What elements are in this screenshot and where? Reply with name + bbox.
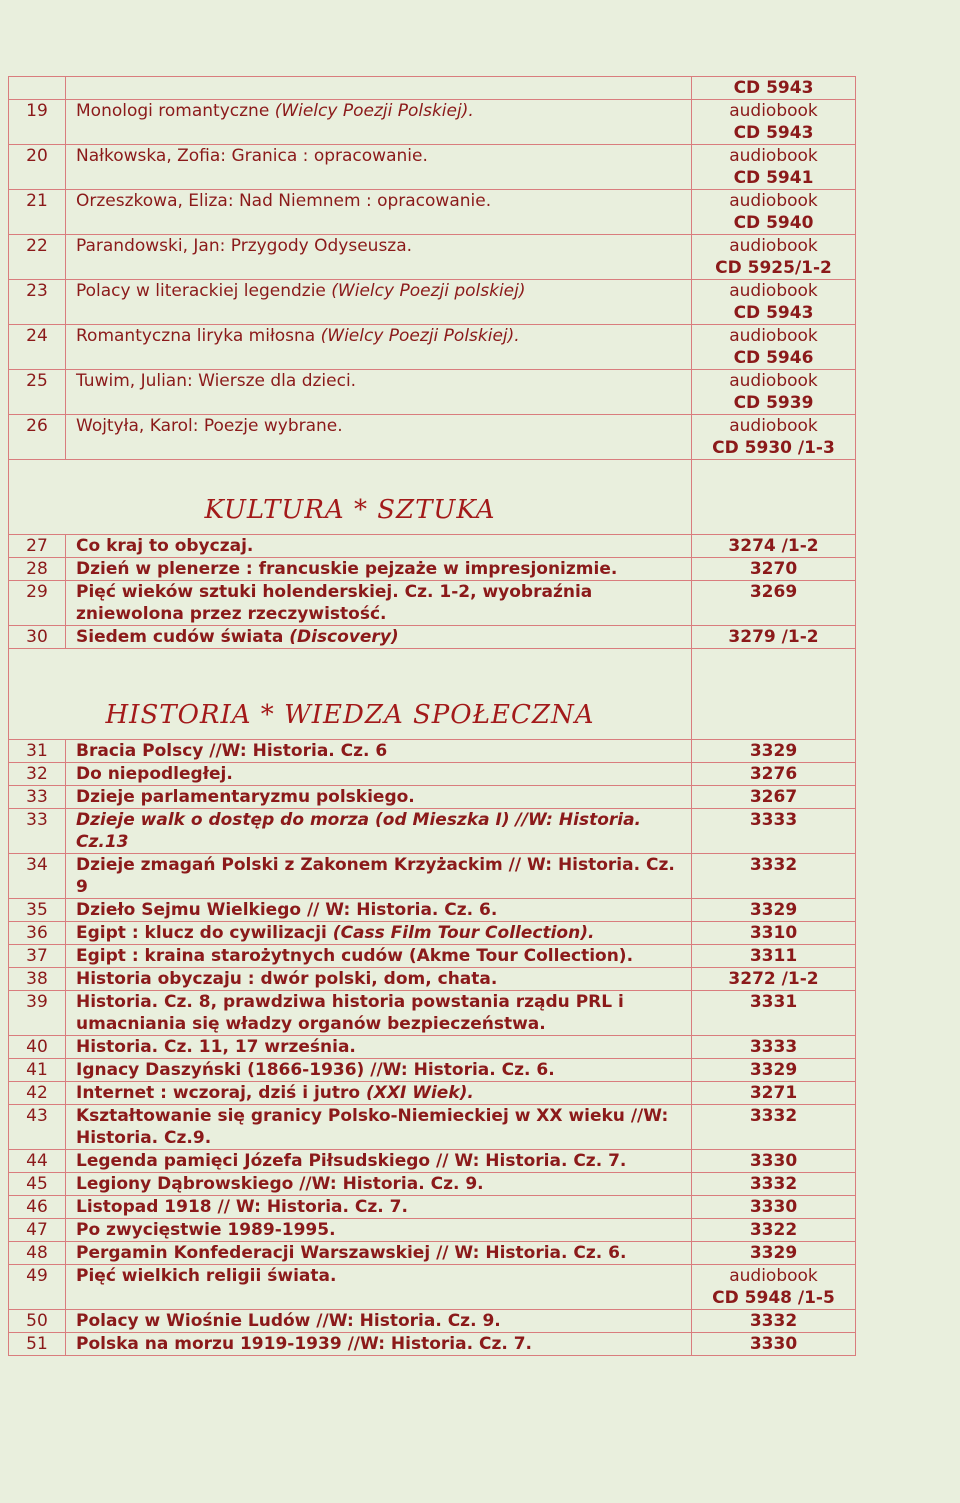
title-text: Egipt : kraina starożytnych cudów (Akme Tour Collection). bbox=[76, 946, 634, 966]
number-text: 40 bbox=[26, 1037, 48, 1057]
number-text: 35 bbox=[26, 900, 48, 920]
row-code bbox=[692, 786, 856, 809]
row-number bbox=[9, 809, 66, 854]
title-text: Legenda pamięci Józefa Piłsudskiego // W: Historia. Cz. 7. bbox=[76, 1151, 627, 1171]
code-text: 3329 bbox=[749, 1060, 798, 1080]
audiobook-label: audiobook bbox=[729, 236, 818, 256]
row-code bbox=[692, 1105, 856, 1150]
table-row bbox=[9, 626, 856, 649]
row-title bbox=[66, 763, 692, 786]
section-row bbox=[9, 460, 856, 535]
row-number bbox=[9, 899, 66, 922]
row-code bbox=[692, 235, 856, 280]
code-text: 3330 bbox=[749, 1151, 798, 1171]
code-text: 3330 bbox=[749, 1197, 798, 1217]
table-row bbox=[9, 235, 856, 280]
number-text: 26 bbox=[26, 416, 48, 436]
audiobook-label: audiobook bbox=[729, 371, 818, 391]
row-code bbox=[692, 535, 856, 558]
number-text: 33 bbox=[26, 810, 48, 830]
number-text: 24 bbox=[26, 326, 48, 346]
row-number bbox=[9, 535, 66, 558]
catalog-page bbox=[8, 76, 852, 1356]
row-number bbox=[9, 581, 66, 626]
audiobook-label: audiobook bbox=[729, 101, 818, 121]
title-text: Orzeszkowa, Eliza: Nad Niemnem : opracowanie. bbox=[76, 191, 492, 211]
row-number bbox=[9, 922, 66, 945]
row-number bbox=[9, 1196, 66, 1219]
table-row bbox=[9, 968, 856, 991]
audiobook-label: audiobook bbox=[729, 146, 818, 166]
row-title bbox=[66, 899, 692, 922]
table-row bbox=[9, 1150, 856, 1173]
row-code bbox=[692, 325, 856, 370]
number-text: 51 bbox=[26, 1334, 48, 1354]
title-text: Dzieje zmagań Polski z Zakonem Krzyżackim // W: Historia. Cz. 9 bbox=[76, 855, 675, 897]
row-title bbox=[66, 945, 692, 968]
number-text: 36 bbox=[26, 923, 48, 943]
row-code bbox=[692, 968, 856, 991]
row-title bbox=[66, 581, 692, 626]
table-row bbox=[9, 1310, 856, 1333]
empty-cell bbox=[692, 649, 856, 740]
row-code bbox=[692, 1173, 856, 1196]
row-number bbox=[9, 786, 66, 809]
row-code bbox=[692, 1036, 856, 1059]
row-number bbox=[9, 415, 66, 460]
row-number bbox=[9, 1082, 66, 1105]
number-text: 43 bbox=[26, 1106, 48, 1126]
code-text: 3271 bbox=[749, 1083, 798, 1103]
row-code bbox=[692, 1082, 856, 1105]
row-number bbox=[9, 1333, 66, 1356]
table-row bbox=[9, 558, 856, 581]
title-text: Dzieło Sejmu Wielkiego // W: Historia. Cz. 6. bbox=[76, 900, 498, 920]
code-text: 3329 bbox=[749, 741, 798, 761]
table-row bbox=[9, 1082, 856, 1105]
row-code bbox=[692, 415, 856, 460]
audiobook-label: audiobook bbox=[729, 281, 818, 301]
title-text: Listopad 1918 // W: Historia. Cz. 7. bbox=[76, 1197, 408, 1217]
title-italic-text: (Wielcy Poezji Polskiej). bbox=[274, 101, 474, 121]
row-code bbox=[692, 809, 856, 854]
table-row bbox=[9, 100, 856, 145]
row-title bbox=[66, 1036, 692, 1059]
row-title bbox=[66, 626, 692, 649]
table-row bbox=[9, 1173, 856, 1196]
table-row bbox=[9, 1196, 856, 1219]
row-title bbox=[66, 809, 692, 854]
row-number bbox=[9, 945, 66, 968]
title-text: Polacy w literackiej legendzie bbox=[76, 281, 332, 301]
number-text: 23 bbox=[26, 281, 48, 301]
row-number bbox=[9, 1265, 66, 1310]
row-title bbox=[66, 1310, 692, 1333]
title-text: Romantyczna liryka miłosna bbox=[76, 326, 321, 346]
title-text: Siedem cudów świata bbox=[76, 627, 290, 647]
row-title bbox=[66, 1105, 692, 1150]
row-title bbox=[66, 1333, 692, 1356]
table-row bbox=[9, 325, 856, 370]
number-text: 28 bbox=[26, 559, 48, 579]
code-text: 3329 bbox=[749, 900, 798, 920]
table-row bbox=[9, 763, 856, 786]
code-text: 3270 bbox=[749, 559, 798, 579]
title-text: Pięć wielkich religii świata. bbox=[76, 1266, 337, 1286]
number-text: 37 bbox=[26, 946, 48, 966]
code-text: 3269 bbox=[749, 582, 798, 602]
row-title bbox=[66, 1059, 692, 1082]
row-number bbox=[9, 325, 66, 370]
code-text: CD 5948 /1-5 bbox=[712, 1288, 835, 1308]
code-text: CD 5943 bbox=[733, 303, 814, 323]
title-italic-text: (Discovery) bbox=[289, 627, 399, 647]
number-text: 45 bbox=[26, 1174, 48, 1194]
row-title bbox=[66, 786, 692, 809]
table-row bbox=[9, 280, 856, 325]
row-number bbox=[9, 991, 66, 1036]
code-text: CD 5939 bbox=[733, 393, 814, 413]
row-code bbox=[692, 280, 856, 325]
code-text: 3332 bbox=[749, 1311, 798, 1331]
row-number bbox=[9, 235, 66, 280]
number-text: 20 bbox=[26, 146, 48, 166]
title-italic-text: (Wielcy Poezji Polskiej). bbox=[320, 326, 520, 346]
row-title bbox=[66, 415, 692, 460]
table-row bbox=[9, 190, 856, 235]
row-code bbox=[692, 370, 856, 415]
row-number bbox=[9, 370, 66, 415]
number-text: 33 bbox=[26, 787, 48, 807]
table-row bbox=[9, 991, 856, 1036]
row-code bbox=[692, 190, 856, 235]
code-text: 3274 /1-2 bbox=[728, 536, 819, 556]
row-title bbox=[66, 1150, 692, 1173]
title-text: Internet : wczoraj, dziś i jutro bbox=[76, 1083, 366, 1103]
title-text: Pięć wieków sztuki holenderskiej. Cz. 1-2, wyobraźnia zniewolona przez rzeczywistość. bbox=[76, 582, 593, 624]
row-code bbox=[692, 1242, 856, 1265]
table-row bbox=[9, 809, 856, 854]
row-title bbox=[66, 922, 692, 945]
table-row bbox=[9, 922, 856, 945]
code-text: 3279 /1-2 bbox=[728, 627, 819, 647]
title-text: Polacy w Wiośnie Ludów //W: Historia. Cz. 9. bbox=[76, 1311, 501, 1331]
title-text: Historia obyczaju : dwór polski, dom, chata. bbox=[76, 969, 498, 989]
row-number bbox=[9, 77, 66, 100]
number-text: 47 bbox=[26, 1220, 48, 1240]
title-text: Pergamin Konfederacji Warszawskiej // W: Historia. Cz. 6. bbox=[76, 1243, 627, 1263]
row-number bbox=[9, 558, 66, 581]
code-text: 3272 /1-2 bbox=[728, 969, 819, 989]
title-text: Legiony Dąbrowskiego //W: Historia. Cz. 9. bbox=[76, 1174, 484, 1194]
title-text: Bracia Polscy //W: Historia. Cz. 6 bbox=[76, 741, 388, 761]
catalog-table bbox=[8, 76, 856, 1356]
row-number bbox=[9, 1036, 66, 1059]
code-text: CD 5941 bbox=[733, 168, 814, 188]
row-title bbox=[66, 535, 692, 558]
row-title bbox=[66, 1082, 692, 1105]
section-row bbox=[9, 649, 856, 740]
code-text: CD 5946 bbox=[733, 348, 814, 368]
row-title bbox=[66, 1173, 692, 1196]
number-text: 29 bbox=[26, 582, 48, 602]
section-title: KULTURA * SZTUKA bbox=[204, 495, 496, 525]
number-text: 39 bbox=[26, 992, 48, 1012]
title-italic-text: (Wielcy Poezji polskiej) bbox=[331, 281, 526, 301]
row-title bbox=[66, 100, 692, 145]
row-number bbox=[9, 968, 66, 991]
row-number bbox=[9, 1150, 66, 1173]
table-row bbox=[9, 740, 856, 763]
row-title bbox=[66, 1242, 692, 1265]
row-number bbox=[9, 1219, 66, 1242]
row-number bbox=[9, 1242, 66, 1265]
row-code bbox=[692, 558, 856, 581]
number-text: 31 bbox=[26, 741, 48, 761]
row-code bbox=[692, 626, 856, 649]
row-code bbox=[692, 1265, 856, 1310]
title-text: Co kraj to obyczaj. bbox=[76, 536, 254, 556]
row-title bbox=[66, 145, 692, 190]
row-code bbox=[692, 100, 856, 145]
table-row bbox=[9, 370, 856, 415]
row-code bbox=[692, 922, 856, 945]
row-code bbox=[692, 1310, 856, 1333]
audiobook-label: audiobook bbox=[729, 416, 818, 436]
title-text: Egipt : klucz do cywilizacji bbox=[76, 923, 333, 943]
code-text: 3329 bbox=[749, 1243, 798, 1263]
row-code bbox=[692, 581, 856, 626]
row-title bbox=[66, 325, 692, 370]
number-text: 32 bbox=[26, 764, 48, 784]
row-code bbox=[692, 854, 856, 899]
number-text: 34 bbox=[26, 855, 48, 875]
code-text: CD 5943 bbox=[733, 78, 814, 98]
code-text: 3331 bbox=[749, 992, 798, 1012]
number-text: 44 bbox=[26, 1151, 48, 1171]
code-text: 3276 bbox=[749, 764, 798, 784]
table-row bbox=[9, 535, 856, 558]
table-row bbox=[9, 1219, 856, 1242]
table-row bbox=[9, 786, 856, 809]
title-text: Dzień w plenerze : francuskie pejzaże w impresjonizmie. bbox=[76, 559, 618, 579]
table-row bbox=[9, 1333, 856, 1356]
number-text: 38 bbox=[26, 969, 48, 989]
title-text: Kształtowanie się granicy Polsko-Niemieckiej w XX wieku //W: Historia. Cz.9. bbox=[76, 1106, 669, 1148]
number-text: 27 bbox=[26, 536, 48, 556]
number-text: 49 bbox=[26, 1266, 48, 1286]
code-text: 3322 bbox=[749, 1220, 798, 1240]
code-text: 3330 bbox=[749, 1334, 798, 1354]
title-text: Dzieje parlamentaryzmu polskiego. bbox=[76, 787, 415, 807]
row-code bbox=[692, 763, 856, 786]
code-text: 3332 bbox=[749, 1106, 798, 1126]
code-text: CD 5940 bbox=[733, 213, 814, 233]
number-text: 50 bbox=[26, 1311, 48, 1331]
title-text: Po zwycięstwie 1989-1995. bbox=[76, 1220, 336, 1240]
title-text: Tuwim, Julian: Wiersze dla dzieci. bbox=[76, 371, 357, 391]
row-title bbox=[66, 1265, 692, 1310]
row-number bbox=[9, 190, 66, 235]
code-text: CD 5925/1-2 bbox=[715, 258, 832, 278]
row-code bbox=[692, 77, 856, 100]
title-text: Do niepodległej. bbox=[76, 764, 233, 784]
table-row bbox=[9, 581, 856, 626]
row-number bbox=[9, 1173, 66, 1196]
code-text: 3311 bbox=[749, 946, 798, 966]
table-row bbox=[9, 1105, 856, 1150]
code-text: 3332 bbox=[749, 855, 798, 875]
row-title bbox=[66, 1196, 692, 1219]
row-number bbox=[9, 1059, 66, 1082]
row-code bbox=[692, 1150, 856, 1173]
row-number bbox=[9, 280, 66, 325]
section-heading-kultura bbox=[9, 460, 692, 535]
audiobook-label: audiobook bbox=[729, 1266, 818, 1286]
title-text: Historia. Cz. 11, 17 września. bbox=[76, 1037, 356, 1057]
row-code bbox=[692, 145, 856, 190]
row-code bbox=[692, 1059, 856, 1082]
number-text: 42 bbox=[26, 1083, 48, 1103]
table-row bbox=[9, 1242, 856, 1265]
table-row bbox=[9, 1059, 856, 1082]
table-row bbox=[9, 77, 856, 100]
row-code bbox=[692, 1196, 856, 1219]
title-text: Ignacy Daszyński (1866-1936) //W: Historia. Cz. 6. bbox=[76, 1060, 555, 1080]
row-number bbox=[9, 626, 66, 649]
row-title bbox=[66, 190, 692, 235]
row-title bbox=[66, 1219, 692, 1242]
number-text: 19 bbox=[26, 101, 48, 121]
title-text: Historia. Cz. 8, prawdziwa historia powstania rządu PRL i umacniania się władzy organów bezpieczeństwa. bbox=[76, 992, 624, 1034]
row-number bbox=[9, 854, 66, 899]
row-title bbox=[66, 991, 692, 1036]
empty-cell bbox=[692, 460, 856, 535]
code-text: CD 5930 /1-3 bbox=[712, 438, 835, 458]
row-code bbox=[692, 740, 856, 763]
title-text: Polska na morzu 1919-1939 //W: Historia. Cz. 7. bbox=[76, 1334, 533, 1354]
row-title bbox=[66, 370, 692, 415]
number-text: 48 bbox=[26, 1243, 48, 1263]
title-italic-text: (Cass Film Tour Collection). bbox=[332, 923, 595, 943]
section-title: HISTORIA * WIEDZA SPOŁECZNA bbox=[105, 700, 595, 730]
row-number bbox=[9, 100, 66, 145]
number-text: 21 bbox=[26, 191, 48, 211]
number-text: 22 bbox=[26, 236, 48, 256]
code-text: 3310 bbox=[749, 923, 798, 943]
table-row bbox=[9, 899, 856, 922]
title-italic-text: Dzieje walk o dostęp do morza (od Mieszka I) //W: Historia. Cz.13 bbox=[76, 810, 642, 852]
row-title bbox=[66, 854, 692, 899]
table-row bbox=[9, 145, 856, 190]
row-title bbox=[66, 235, 692, 280]
code-text: 3333 bbox=[749, 810, 798, 830]
row-title bbox=[66, 558, 692, 581]
code-text: 3333 bbox=[749, 1037, 798, 1057]
title-text: Monologi romantyczne bbox=[76, 101, 275, 121]
number-text: 30 bbox=[26, 627, 48, 647]
row-number bbox=[9, 145, 66, 190]
row-number bbox=[9, 763, 66, 786]
row-title bbox=[66, 740, 692, 763]
code-text: 3267 bbox=[749, 787, 798, 807]
number-text: 46 bbox=[26, 1197, 48, 1217]
row-number bbox=[9, 1310, 66, 1333]
title-text: Wojtyła, Karol: Poezje wybrane. bbox=[76, 416, 343, 436]
row-code bbox=[692, 1333, 856, 1356]
audiobook-label: audiobook bbox=[729, 191, 818, 211]
row-code bbox=[692, 945, 856, 968]
row-title bbox=[66, 280, 692, 325]
table-row bbox=[9, 945, 856, 968]
row-title bbox=[66, 968, 692, 991]
audiobook-label: audiobook bbox=[729, 326, 818, 346]
code-text: 3332 bbox=[749, 1174, 798, 1194]
number-text: 25 bbox=[26, 371, 48, 391]
number-text: 41 bbox=[26, 1060, 48, 1080]
row-number bbox=[9, 740, 66, 763]
table-row bbox=[9, 1036, 856, 1059]
row-title bbox=[66, 77, 692, 100]
table-row bbox=[9, 415, 856, 460]
row-code bbox=[692, 1219, 856, 1242]
title-italic-text: (XXI Wiek). bbox=[366, 1083, 474, 1103]
row-number bbox=[9, 1105, 66, 1150]
row-code bbox=[692, 991, 856, 1036]
title-text: Nałkowska, Zofia: Granica : opracowanie. bbox=[76, 146, 428, 166]
code-text: CD 5943 bbox=[733, 123, 814, 143]
title-text: Parandowski, Jan: Przygody Odyseusza. bbox=[76, 236, 413, 256]
row-code bbox=[692, 899, 856, 922]
section-heading-historia bbox=[9, 649, 692, 740]
table-row bbox=[9, 854, 856, 899]
table-row bbox=[9, 1265, 856, 1310]
